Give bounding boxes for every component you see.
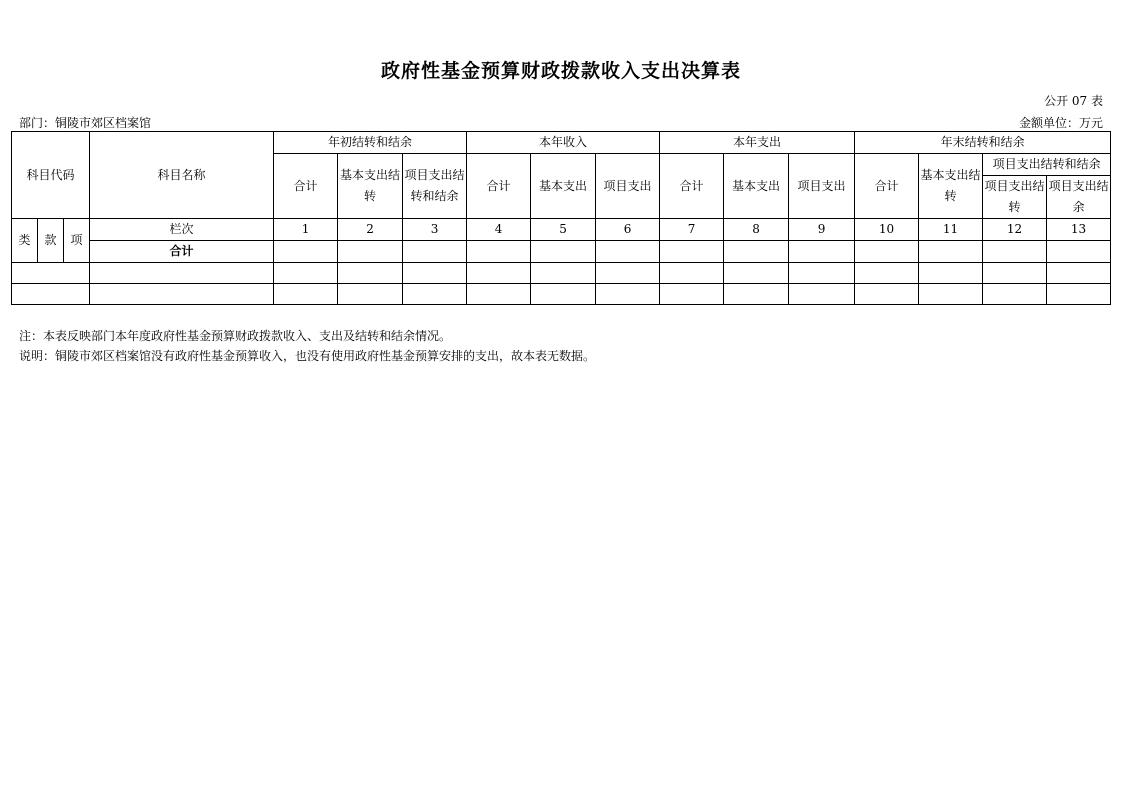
table-cell — [1047, 263, 1111, 284]
column-number: 9 — [789, 219, 855, 241]
table-cell — [789, 284, 855, 305]
table-cell — [12, 263, 90, 284]
table-cell — [467, 284, 531, 305]
table-cell — [274, 284, 338, 305]
table-cell — [531, 263, 596, 284]
header-end-total: 合计 — [855, 154, 919, 219]
column-row-label: 栏次 — [90, 219, 274, 241]
column-number: 11 — [919, 219, 983, 241]
table-cell — [789, 263, 855, 284]
header-income-total: 合计 — [467, 154, 531, 219]
table-cell — [724, 263, 789, 284]
column-number: 12 — [983, 219, 1047, 241]
column-number: 4 — [467, 219, 531, 241]
header-group-expense: 本年支出 — [660, 132, 855, 154]
header-expense-total: 合计 — [660, 154, 724, 219]
table-cell — [855, 263, 919, 284]
table-cell — [919, 284, 983, 305]
table-cell — [12, 284, 90, 305]
column-number: 2 — [338, 219, 403, 241]
header-group-income: 本年收入 — [467, 132, 660, 154]
table-cell — [660, 241, 724, 263]
column-number: 10 — [855, 219, 919, 241]
header-subject-name: 科目名称 — [90, 132, 274, 219]
table-cell — [274, 241, 338, 263]
header-end-project-group: 项目支出结转和结余 — [983, 154, 1111, 176]
table-row — [12, 284, 1111, 305]
table-cell — [919, 241, 983, 263]
header-income-basic: 基本支出 — [531, 154, 596, 219]
header-subject-code: 科目代码 — [12, 132, 90, 219]
table-cell — [855, 284, 919, 305]
header-lei: 类 — [12, 219, 38, 263]
header-xiang: 项 — [64, 219, 90, 263]
table-cell — [724, 241, 789, 263]
header-end-project-balance: 项目支出结余 — [1047, 176, 1111, 219]
table-note: 注：本表反映部门本年度政府性基金预算财政拨款收入、支出及结转和结余情况。 — [19, 329, 452, 343]
table-cell — [789, 241, 855, 263]
table-cell — [983, 284, 1047, 305]
column-number: 3 — [403, 219, 467, 241]
table-cell — [467, 263, 531, 284]
table-cell — [338, 241, 403, 263]
header-income-project: 项目支出 — [596, 154, 660, 219]
table-cell — [403, 241, 467, 263]
table-row — [12, 263, 1111, 284]
table-cell — [531, 241, 596, 263]
header-kuan: 款 — [38, 219, 64, 263]
header-begin-basic: 基本支出结转 — [338, 154, 403, 219]
header-group-begin: 年初结转和结余 — [274, 132, 467, 154]
header-begin-project: 项目支出结转和结余 — [403, 154, 467, 219]
table-explanation: 说明：铜陵市郊区档案馆没有政府性基金预算收入，也没有使用政府性基金预算安排的支出，故本表无数据。 — [19, 349, 596, 363]
table-cell — [660, 284, 724, 305]
table-cell — [90, 263, 274, 284]
column-number: 6 — [596, 219, 660, 241]
header-expense-project: 项目支出 — [789, 154, 855, 219]
column-number: 5 — [531, 219, 596, 241]
budget-table — [11, 131, 1111, 305]
header-expense-basic: 基本支出 — [724, 154, 789, 219]
table-cell — [1047, 241, 1111, 263]
column-number: 1 — [274, 219, 338, 241]
table-cell — [919, 263, 983, 284]
header-end-basic: 基本支出结转 — [919, 154, 983, 219]
header-end-project-carryover: 项目支出结转 — [983, 176, 1047, 219]
table-cell — [660, 263, 724, 284]
department-label: 部门：铜陵市郊区档案馆 — [19, 116, 152, 130]
total-row-label: 合计 — [90, 241, 274, 263]
table-cell — [403, 263, 467, 284]
table-cell — [983, 241, 1047, 263]
column-number: 13 — [1047, 219, 1111, 241]
table-cell — [596, 241, 660, 263]
column-number: 8 — [724, 219, 789, 241]
column-number: 7 — [660, 219, 724, 241]
table-cell — [467, 241, 531, 263]
form-number: 公开 07 表 — [1044, 94, 1103, 108]
table-cell — [724, 284, 789, 305]
table-cell — [1047, 284, 1111, 305]
table-cell — [983, 263, 1047, 284]
page-title: 政府性基金预算财政拨款收入支出决算表 — [380, 60, 741, 82]
table-cell — [403, 284, 467, 305]
table-cell — [531, 284, 596, 305]
table-cell — [855, 241, 919, 263]
header-begin-total: 合计 — [274, 154, 338, 219]
table-cell — [338, 284, 403, 305]
table-cell — [596, 263, 660, 284]
table-cell — [90, 284, 274, 305]
table-cell — [596, 284, 660, 305]
table-cell — [338, 263, 403, 284]
amount-unit-label: 金额单位：万元 — [1018, 116, 1103, 130]
header-group-end: 年末结转和结余 — [855, 132, 1111, 154]
table-cell — [274, 263, 338, 284]
